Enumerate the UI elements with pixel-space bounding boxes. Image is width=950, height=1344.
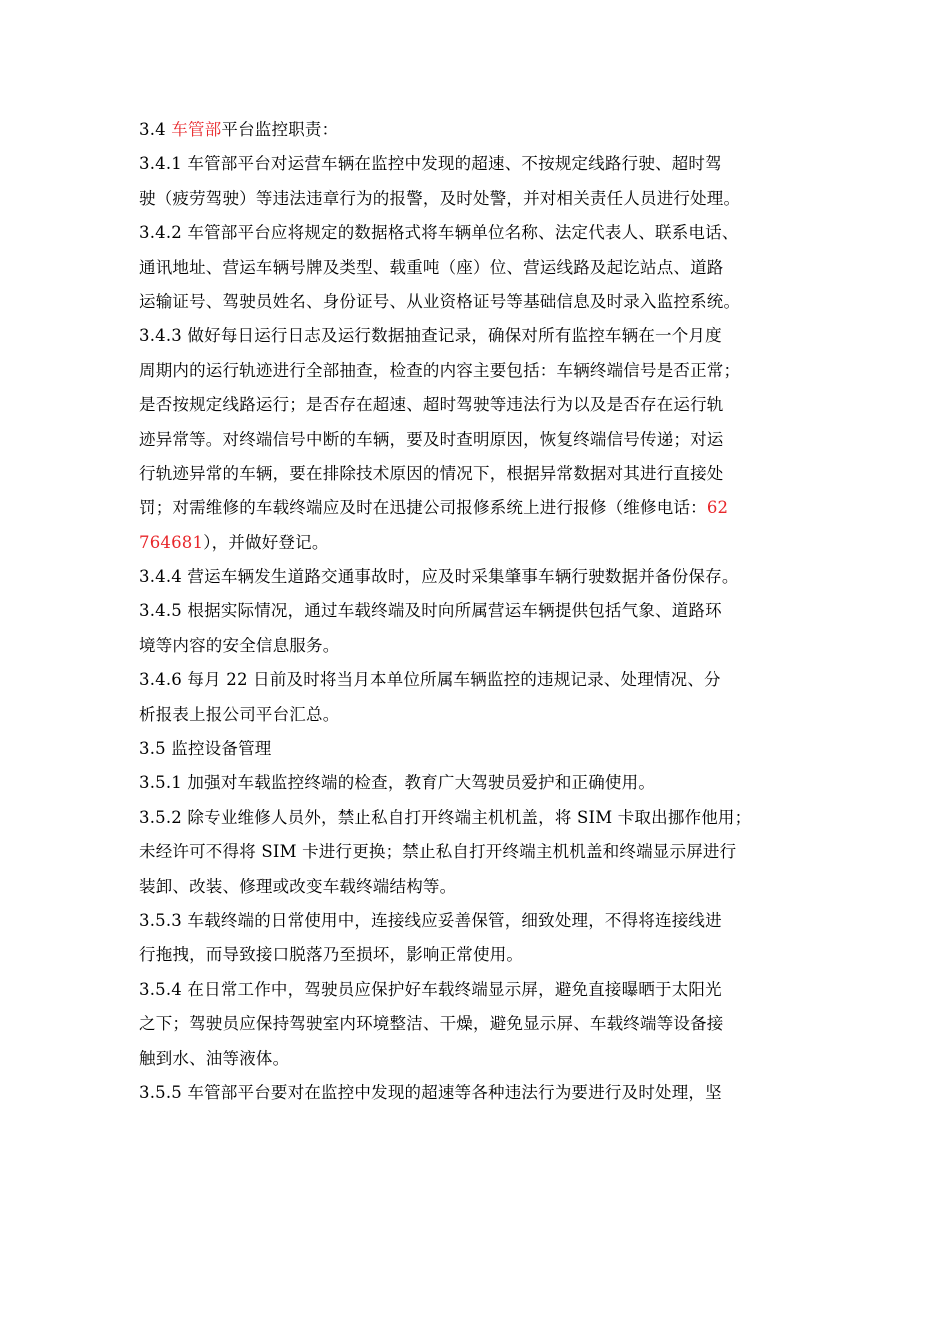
text-line — [139, 904, 819, 938]
text-segment: 未经许可不得将 SIM 卡进行更换；禁止私自打开终端主机机盖和终端显示屏进行 — [139, 842, 737, 862]
text-segment: 3.5.4 在日常工作中，驾驶员应保护好车载终端显示屏，避免直接曝晒于太阳光 — [139, 979, 722, 999]
text-segment: 罚；对需维修的车载终端应及时在迅捷公司报修系统上进行报修（维修电话： — [139, 498, 707, 518]
text-line — [139, 1042, 819, 1076]
text-segment: 通讯地址、营运车辆号牌及类型、载重吨（座）位、营运线路及起讫站点、道路 — [139, 257, 724, 277]
text-segment: 境等内容的安全信息服务。 — [139, 635, 340, 655]
text-line — [139, 560, 819, 594]
highlighted-text: 62 — [706, 498, 729, 518]
highlighted-text: 车管部 — [171, 120, 222, 139]
text-segment: ），并做好登记。 — [203, 532, 329, 552]
text-segment: 3.4.5 根据实际情况，通过车载终端及时向所属营运车辆提供包括气象、道路环 — [139, 601, 722, 621]
text-segment: 3.4 — [139, 120, 172, 139]
text-line — [139, 1007, 819, 1041]
text-line — [139, 663, 819, 697]
text-line — [139, 251, 819, 285]
text-line — [139, 629, 819, 663]
text-line — [139, 423, 819, 457]
text-line — [139, 147, 819, 181]
text-line — [139, 216, 819, 250]
text-segment: 3.4.2 车管部平台应将规定的数据格式将车辆单位名称、法定代表人、联系电话、 — [139, 223, 739, 243]
text-segment: 3.4.4 营运车辆发生道路交通事故时，应及时采集肇事车辆行驶数据并备份保存。 — [139, 567, 739, 587]
text-segment: 是否按规定线路运行；是否存在超速、超时驾驶等违法行为以及是否存在运行轨 — [139, 395, 724, 415]
text-line — [139, 354, 819, 388]
text-line — [139, 319, 819, 353]
text-line — [139, 766, 819, 800]
text-segment: 平台监控职责： — [221, 120, 339, 139]
text-segment: 之下；驾驶员应保持驾驶室内环境整洁、干燥，避免显示屏、车载终端等设备接 — [139, 1014, 724, 1034]
text-line — [139, 457, 819, 491]
text-segment: 运输证号、驾驶员姓名、身份证号、从业资格证号等基础信息及时录入监控系统。 — [139, 291, 741, 311]
highlighted-text: 764681 — [139, 532, 204, 552]
text-segment: 3.5.5 车管部平台要对在监控中发现的超速等各种违法行为要进行及时处理，坚 — [139, 1082, 722, 1102]
text-segment: 周期内的运行轨迹进行全部抽查，检查的内容主要包括：车辆终端信号是否正常； — [139, 360, 741, 380]
text-line — [139, 973, 819, 1007]
text-line — [139, 698, 819, 732]
text-line — [139, 388, 819, 422]
text-segment: 3.4.1 车管部平台对运营车辆在监控中发现的超速、不按规定线路行驶、超时驾 — [139, 154, 722, 174]
text-line — [139, 491, 819, 525]
text-segment: 3.5.3 车载终端的日常使用中，连接线应妥善保管，细致处理，不得将连接线进 — [139, 910, 722, 930]
text-segment: 行轨迹异常的车辆，要在排除技术原因的情况下，根据异常数据对其进行直接处 — [139, 463, 724, 483]
text-line — [139, 801, 819, 835]
text-segment: 驶（疲劳驾驶）等违法违章行为的报警，及时处警，并对相关责任人员进行处理。 — [139, 188, 741, 208]
text-segment: 析报表上报公司平台汇总。 — [139, 704, 340, 724]
text-segment: 迹异常等。对终端信号中断的车辆，要及时查明原因，恢复终端信号传递；对运 — [139, 429, 724, 449]
text-line — [139, 938, 819, 972]
text-segment: 3.5.1 加强对车载监控终端的检查，教育广大驾驶员爱护和正确使用。 — [139, 773, 656, 793]
text-segment: 行拖拽，而导致接口脱落乃至损坏，影响正常使用。 — [139, 945, 524, 965]
document-body — [139, 113, 819, 1110]
text-segment: 触到水、油等液体。 — [139, 1048, 290, 1068]
text-line — [139, 594, 819, 628]
text-line — [139, 835, 819, 869]
text-segment: 3.5.2 除专业维修人员外，禁止私自打开终端主机机盖，将 SIM 卡取出挪作他用； — [139, 807, 752, 827]
text-line — [139, 526, 819, 560]
text-line — [139, 182, 819, 216]
text-line — [139, 285, 819, 319]
text-segment: 3.5 监控设备管理 — [139, 739, 272, 759]
text-line — [139, 870, 819, 904]
text-line — [139, 113, 819, 147]
text-segment: 装卸、改装、修理或改变车载终端结构等。 — [139, 876, 457, 896]
text-line — [139, 732, 819, 766]
text-line — [139, 1076, 819, 1110]
text-segment: 3.4.3 做好每日运行日志及运行数据抽查记录，确保对所有监控车辆在一个月度 — [139, 326, 722, 346]
text-segment: 3.4.6 每月 22 日前及时将当月本单位所属车辆监控的违规记录、处理情况、分 — [139, 670, 721, 690]
